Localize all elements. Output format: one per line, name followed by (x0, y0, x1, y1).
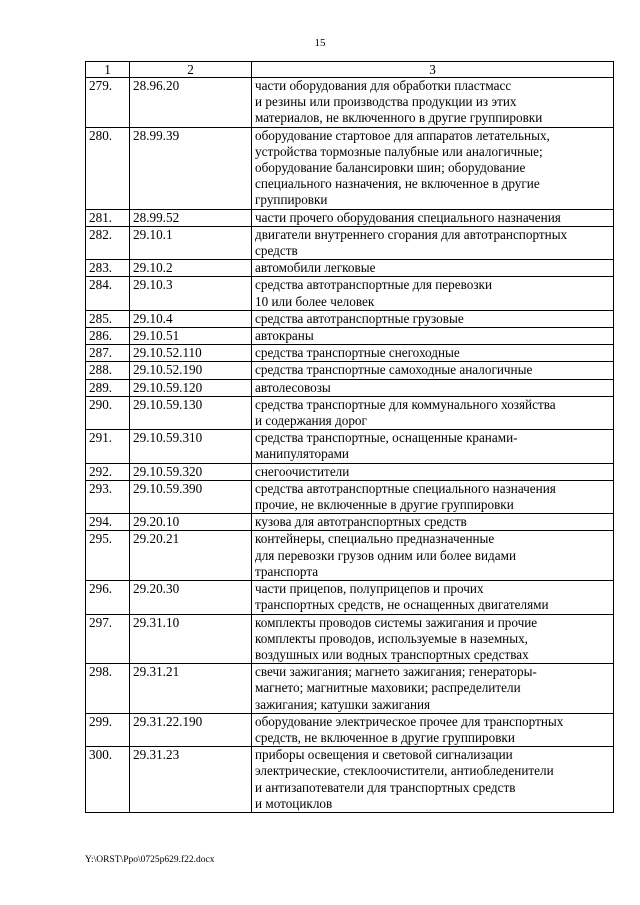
row-name-line: свечи зажигания; магнето зажигания; генераторы- (255, 664, 537, 680)
row-code: 29.10.59.310 (130, 430, 252, 463)
row-name (252, 328, 614, 345)
row-code: 29.10.51 (130, 328, 252, 345)
table-row (86, 379, 614, 396)
row-number: 287. (86, 345, 130, 362)
row-name (252, 664, 614, 714)
table-row (86, 480, 614, 513)
row-number: 283. (86, 260, 130, 277)
table-row (86, 260, 614, 277)
row-name (252, 581, 614, 614)
table-row (86, 226, 614, 259)
row-name-line: для перевозки грузов одним или более видами (255, 547, 517, 563)
row-code: 29.10.59.320 (130, 463, 252, 480)
row-code: 29.10.59.390 (130, 480, 252, 513)
row-name (252, 209, 614, 226)
row-code: 29.20.30 (130, 581, 252, 614)
row-code: 29.10.59.120 (130, 379, 252, 396)
table-row (86, 747, 614, 813)
row-number: 293. (86, 480, 130, 513)
row-number: 279. (86, 78, 130, 128)
row-name-line: автомобили легковые (255, 260, 376, 276)
row-name-line: комплекты проводов, используемые в наземных, (255, 630, 528, 646)
row-number: 295. (86, 531, 130, 581)
row-name-line: двигатели внутреннего сгорания для автотранспортных (255, 226, 568, 242)
row-code: 29.10.2 (130, 260, 252, 277)
row-name-line: кузова для автотранспортных средств (255, 514, 467, 530)
row-name-line: оборудование балансировки шин; оборудование (255, 160, 526, 176)
table-row (86, 713, 614, 746)
row-name-line: электрические, стеклоочистители, антиобледенители (255, 763, 554, 779)
row-name-line: устройства тормозные палубные или аналогичные; (255, 143, 543, 159)
row-number: 288. (86, 362, 130, 379)
row-name-line: прочие, не включенные в другие группировки (255, 497, 514, 513)
table-row (86, 514, 614, 531)
table-row (86, 396, 614, 429)
row-number: 300. (86, 747, 130, 813)
row-name-line: оборудование стартовое для аппаратов летательных, (255, 127, 550, 143)
row-name-line: оборудование электрическое прочее для транспортных (255, 713, 564, 729)
footer-file-path: Y:\ORST\Ppo\0725p629.f22.docx (85, 855, 215, 865)
row-name-line: автокраны (255, 328, 314, 344)
table-row (86, 277, 614, 310)
row-number: 285. (86, 310, 130, 327)
row-name (252, 345, 614, 362)
row-number: 290. (86, 396, 130, 429)
row-name-line: снегоочистители (255, 463, 350, 479)
row-name-line: средств (255, 243, 298, 259)
row-name-line: материалов, не включенного в другие группировки (255, 110, 543, 126)
row-name (252, 78, 614, 128)
row-name (252, 531, 614, 581)
row-code: 29.31.21 (130, 664, 252, 714)
table-body (86, 78, 614, 813)
row-name-line: комплекты проводов системы зажигания и прочие (255, 614, 538, 630)
row-name-line: группировки (255, 192, 328, 208)
row-name-line: 10 или более человек (255, 293, 375, 309)
row-number: 281. (86, 209, 130, 226)
table-row (86, 209, 614, 226)
row-name-line: средства транспортные для коммунального хозяйства (255, 396, 556, 412)
row-name-line: транспорта (255, 563, 319, 579)
row-code: 29.31.10 (130, 614, 252, 664)
row-number: 294. (86, 514, 130, 531)
row-number: 298. (86, 664, 130, 714)
table-row (86, 78, 614, 128)
row-name-line: части прицепов, полуприцепов и прочих (255, 581, 484, 597)
row-name-line: специального назначения, не включенное в другие (255, 176, 540, 192)
table-row (86, 463, 614, 480)
table-row (86, 664, 614, 714)
row-code: 29.10.1 (130, 226, 252, 259)
row-name-line: средства транспортные снегоходные (255, 345, 460, 361)
row-code: 29.10.59.130 (130, 396, 252, 429)
row-code: 29.20.21 (130, 531, 252, 581)
table-row (86, 127, 614, 209)
row-name-line: части прочего оборудования специального назначения (255, 209, 561, 225)
row-code: 28.96.20 (130, 78, 252, 128)
row-name-line: средства автотранспортные для перевозки (255, 277, 493, 293)
row-code: 29.10.4 (130, 310, 252, 327)
row-code: 29.10.52.110 (130, 345, 252, 362)
row-name-line: манипуляторами (255, 446, 349, 462)
classification-table (85, 61, 614, 813)
row-name-line: и антизапотеватели для транспортных средств (255, 779, 516, 795)
row-name (252, 226, 614, 259)
row-number: 291. (86, 430, 130, 463)
row-name-line: части оборудования для обработки пластмасс (255, 78, 512, 93)
row-name (252, 430, 614, 463)
row-code: 28.99.39 (130, 127, 252, 209)
row-name-line: и резины или производства продукции из этих (255, 94, 517, 110)
row-code: 29.10.3 (130, 277, 252, 310)
row-name-line: и содержания дорог (255, 413, 367, 429)
row-code: 29.10.52.190 (130, 362, 252, 379)
row-name-line: магнето; магнитные маховики; распределители (255, 680, 521, 696)
table-row (86, 614, 614, 664)
row-name-line: и мотоциклов (255, 795, 333, 811)
table-header-row (86, 62, 614, 78)
column-header-number: 1 (86, 62, 130, 78)
row-code: 29.20.10 (130, 514, 252, 531)
column-header-name: 3 (252, 62, 614, 78)
row-name (252, 514, 614, 531)
row-name (252, 396, 614, 429)
row-name (252, 747, 614, 813)
table-row (86, 362, 614, 379)
row-number: 282. (86, 226, 130, 259)
row-number: 299. (86, 713, 130, 746)
row-name (252, 463, 614, 480)
row-code: 29.31.22.190 (130, 713, 252, 746)
table-row (86, 328, 614, 345)
row-code: 29.31.23 (130, 747, 252, 813)
row-number: 284. (86, 277, 130, 310)
row-name-line: средства автотранспортные специального назначения (255, 480, 556, 496)
row-number: 289. (86, 379, 130, 396)
row-number: 292. (86, 463, 130, 480)
row-name-line: средства транспортные самоходные аналогичные (255, 362, 533, 378)
row-name-line: средств, не включенное в другие группировки (255, 729, 515, 745)
row-name-line: воздушных или водных транспортных средствах (255, 646, 529, 662)
row-name-line: транспортных средств, не оснащенных двигателями (255, 597, 549, 613)
column-header-code: 2 (130, 62, 252, 78)
table-row (86, 345, 614, 362)
row-name (252, 277, 614, 310)
table-row (86, 531, 614, 581)
row-name-line: приборы освещения и световой сигнализации (255, 747, 513, 763)
page-number: 15 (314, 37, 326, 49)
row-name (252, 260, 614, 277)
row-name (252, 480, 614, 513)
row-number: 286. (86, 328, 130, 345)
row-name (252, 310, 614, 327)
row-name-line: автолесовозы (255, 379, 331, 395)
table-row (86, 430, 614, 463)
row-code: 28.99.52 (130, 209, 252, 226)
row-number: 296. (86, 581, 130, 614)
row-name (252, 614, 614, 664)
table-row (86, 310, 614, 327)
row-name (252, 362, 614, 379)
row-name-line: средства транспортные, оснащенные кранами- (255, 430, 518, 446)
row-number: 280. (86, 127, 130, 209)
row-name (252, 127, 614, 209)
row-name-line: контейнеры, специально предназначенные (255, 531, 495, 547)
row-name-line: зажигания; катушки зажигания (255, 696, 431, 712)
row-name (252, 713, 614, 746)
table-row (86, 581, 614, 614)
row-number: 297. (86, 614, 130, 664)
row-name-line: средства автотранспортные грузовые (255, 310, 464, 326)
row-name (252, 379, 614, 396)
